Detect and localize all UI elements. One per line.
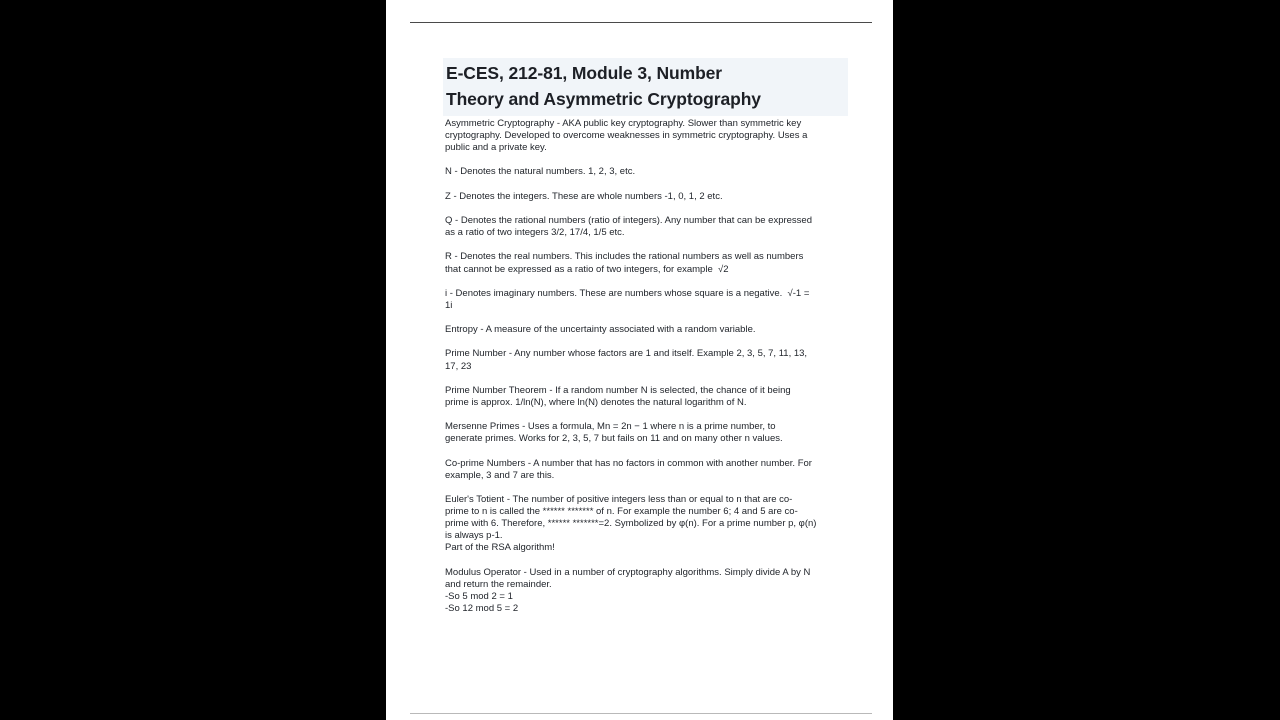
paragraph-co-prime-numbers xyxy=(445,458,849,482)
paragraph-line: Mersenne Primes - Uses a formula, Mn = 2n − 1 where n is a prime number, to xyxy=(445,421,776,433)
paragraph-line: Part of the RSA algorithm! xyxy=(445,542,555,554)
paragraph-line: Asymmetric Cryptography - AKA public key cryptography. Slower than symmetric key xyxy=(445,118,802,129)
paragraph-line: Prime Number - Any number whose factors are 1 and itself. Example 2, 3, 5, 7, 11, 13, xyxy=(445,348,808,360)
paragraph-prime-number-theorem xyxy=(445,385,849,409)
paragraph-line: is always p-1. xyxy=(445,530,503,542)
paragraph-asymmetric-cryptography xyxy=(445,118,849,154)
paragraph-prime-number xyxy=(445,348,849,372)
paragraph-line: 1i xyxy=(445,299,453,311)
paragraph-line: Euler's Totient - The number of positive integers less than or equal to n that are co- xyxy=(445,493,793,505)
paragraph-line: -So 12 mod 5 = 2 xyxy=(445,602,519,614)
paragraph-imaginary-numbers xyxy=(445,288,849,312)
page-title xyxy=(443,58,848,116)
page-header-rule xyxy=(410,22,872,23)
paragraph-line: as a ratio of two integers 3/2, 17/4, 1/5 etc. xyxy=(445,227,625,239)
paragraph-line: Z - Denotes the integers. These are whole numbers -1, 0, 1, 2 etc. xyxy=(445,190,723,202)
page-footer-rule xyxy=(410,713,872,714)
paragraph-line: Co-prime Numbers - A number that has no factors in common with another number. For xyxy=(445,457,812,469)
document-body xyxy=(445,118,849,615)
paragraph-line: prime with 6. Therefore, ****** *******=2. Symbolized by φ(n). For a prime number p, φ(n) xyxy=(445,518,817,530)
paragraph-line: prime is approx. 1/ln(N), where ln(N) denotes the natural logarithm of N. xyxy=(445,396,747,408)
paragraph-line: example, 3 and 7 are this. xyxy=(445,469,555,481)
paragraph-line: -So 5 mod 2 = 1 xyxy=(445,590,513,602)
document-page xyxy=(386,0,893,720)
paragraph-line: i - Denotes imaginary numbers. These are numbers whose square is a negative. √-1 = xyxy=(445,287,810,299)
paragraph-line: Q - Denotes the rational numbers (ratio of integers). Any number that can be expressed xyxy=(445,215,812,227)
paragraph-rational-numbers xyxy=(445,215,849,239)
page-title-line: E-CES, 212-81, Module 3, Number xyxy=(446,63,723,83)
paragraph-modulus-operator xyxy=(445,567,849,615)
paragraph-line: 17, 23 xyxy=(445,360,472,372)
paragraph-line: prime to n is called the ****** ******* of n. For example the number 6; 4 and 5 are co- xyxy=(445,506,798,518)
paragraph-real-numbers xyxy=(445,251,849,275)
paragraph-line: N - Denotes the natural numbers. 1, 2, 3, etc. xyxy=(445,166,636,178)
paragraph-line: Modulus Operator - Used in a number of cryptography algorithms. Simply divide A by N xyxy=(445,566,811,578)
paragraph-line: cryptography. Developed to overcome weaknesses in symmetric cryptography. Uses a xyxy=(445,130,808,142)
page-title-line: Theory and Asymmetric Cryptography xyxy=(446,89,761,109)
paragraph-eulers-totient xyxy=(445,494,849,554)
paragraph-line: R - Denotes the real numbers. This includes the rational numbers as well as numbers xyxy=(445,251,804,263)
paragraph-line: and return the remainder. xyxy=(445,578,552,590)
paragraph-mersenne-primes xyxy=(445,421,849,445)
paragraph-line: Prime Number Theorem - If a random number N is selected, the chance of it being xyxy=(445,384,791,396)
paragraph-line: public and a private key. xyxy=(445,142,547,154)
paragraph-line: Entropy - A measure of the uncertainty associated with a random variable. xyxy=(445,324,756,336)
paragraph-integers xyxy=(445,191,849,203)
paragraph-line: that cannot be expressed as a ratio of two integers, for example √2 xyxy=(445,263,729,275)
paragraph-entropy xyxy=(445,324,849,336)
paragraph-natural-numbers xyxy=(445,166,849,178)
paragraph-line: generate primes. Works for 2, 3, 5, 7 but fails on 11 and on many other n values. xyxy=(445,433,783,445)
